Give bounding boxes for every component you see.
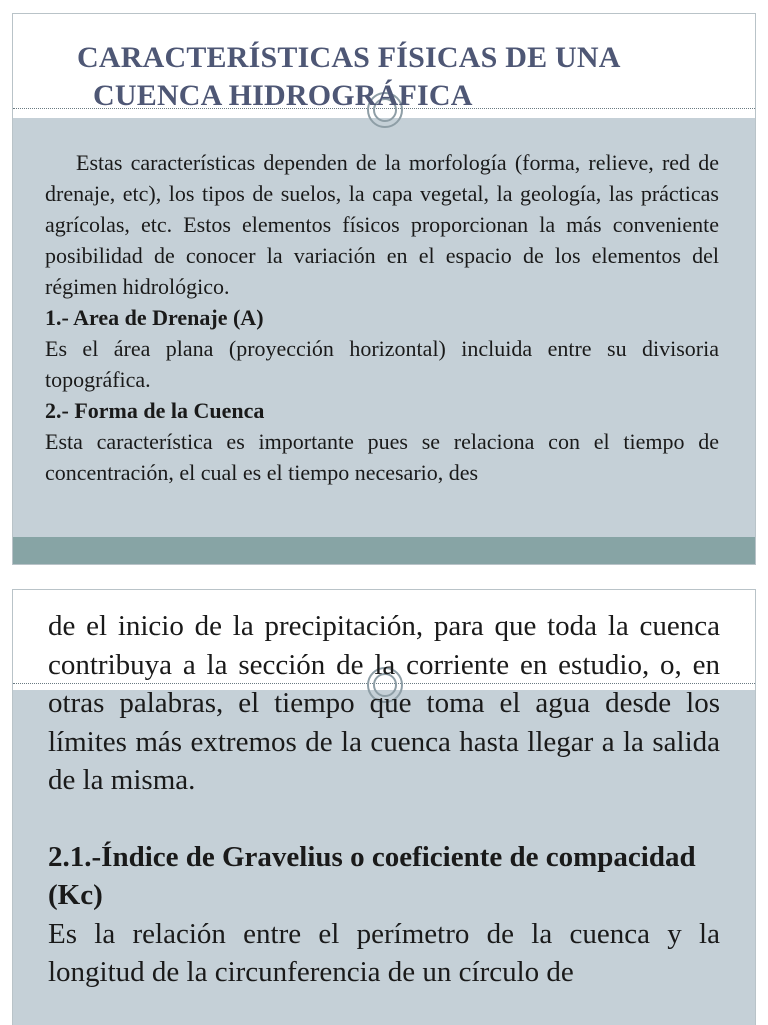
- paragraph-spacer: [48, 800, 720, 838]
- gravelius-paragraph: Es la relación entre el perímetro de la cuenca y la longitud de la circunferencia de un círculo de: [48, 917, 720, 988]
- slide-1-body: [45, 147, 719, 488]
- slide-2-body: [48, 607, 720, 992]
- section-heading-forma: 2.- Forma de la Cuenca: [45, 398, 265, 423]
- title-line-2: CUENCA HIDROGRÁFICA: [93, 79, 473, 112]
- area-paragraph: Es el área plana (proyección horizontal) incluida entre su divisoria topográfica.: [45, 336, 719, 392]
- slide-2: [12, 589, 756, 1025]
- slide-1: [12, 13, 756, 565]
- slide-1-title: [77, 39, 717, 115]
- title-line-1: CARACTERÍSTICAS FÍSICAS DE UNA: [77, 41, 621, 74]
- continuation-paragraph: de el inicio de la precipitación, para que toda la cuenca contribuya a la sección de la corriente en estudio, o, en otras palabras, el tiempo que toma el agua desde los límites más extremos de la cuenca hasta llegar a la salida de la misma.: [48, 610, 720, 796]
- section-heading-gravelius: 2.1.-Índice de Gravelius o coeficiente de compacidad (Kc): [48, 840, 696, 911]
- slide-1-footer-bar: [13, 537, 755, 564]
- section-heading-area: 1.- Area de Drenaje (A): [45, 305, 264, 330]
- forma-paragraph: Esta característica es importante pues se relaciona con el tiempo de concentración, el cual es el tiempo necesario, des: [45, 429, 719, 485]
- intro-paragraph: Estas características dependen de la morfología (forma, relieve, red de drenaje, etc), los tipos de suelos, la capa vegetal, la geología, las prácticas agrícolas, etc. Estos elementos físicos proporcionan la más conveniente posibilidad de conocer la variación en el espacio de los elementos del régimen hidrológico.: [45, 150, 719, 299]
